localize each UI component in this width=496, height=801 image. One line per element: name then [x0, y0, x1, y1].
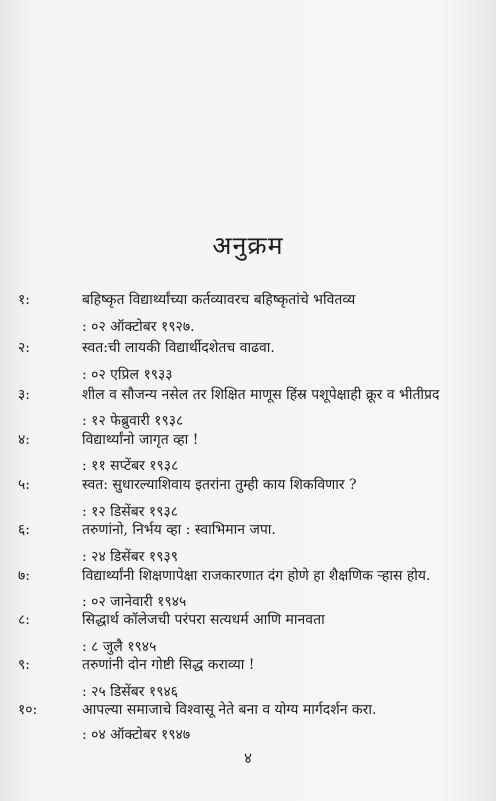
entry-date: : ०२ एप्रिल १९३३ — [82, 367, 173, 383]
entry-date: : ११ सप्टेंबर १९३८ — [82, 458, 179, 474]
entry-heading: तरुणांनी दोन गोष्टी सिद्ध कराव्या ! — [82, 657, 255, 673]
entry-date: : ०२ जानेवारी १९४५ — [82, 594, 187, 610]
entry-number: १: — [18, 292, 30, 308]
entry-date: : १२ फेब्रुवारी १९३८ — [82, 413, 184, 429]
entry-date: : ०२ ऑक्टोबर १९२७. — [82, 319, 195, 335]
page-number: ४ — [244, 749, 252, 767]
entry-heading: शील व सौजन्य नसेल तर शिक्षित माणूस हिंस्र पशूपेक्षाही क्रूर व भीतीप्रद — [82, 387, 440, 403]
entry-date: : २४ डिसेंबर १९३९ — [82, 549, 179, 565]
entry-number: ६: — [18, 522, 30, 538]
entry-number: ५: — [18, 477, 30, 493]
entry-heading: विद्यार्थ्यांनो जागृत व्हा ! — [82, 432, 199, 448]
entry-heading: स्वत: सुधारल्याशिवाय इतरांना तुम्ही काय शिकविणार ? — [82, 477, 357, 493]
entry-heading: सिद्धार्थ कॉलेजची परंपरा सत्यधर्म आणि मानवता — [82, 612, 325, 628]
entry-date: : १२ डिसेंबर १९३८ — [82, 504, 179, 520]
entry-heading: स्वत:ची लायकी विद्यार्थीदशेतच वाढवा. — [82, 340, 275, 356]
entry-number: ७: — [18, 568, 30, 584]
entry-heading: आपल्या समाजाचे विश्वासू नेते बना व योग्य मार्गदर्शन करा. — [82, 702, 377, 718]
entry-number: ४: — [18, 432, 30, 448]
entry-number: १०: — [18, 702, 38, 718]
entry-heading: विद्यार्थ्यांनी शिक्षणापेक्षा राजकारणात दंग होणे हा शैक्षणिक ऱ्हास होय. — [82, 568, 431, 584]
entry-date: : ०४ ऑक्टोबर १९४७ — [82, 727, 191, 743]
entry-date: : २५ डिसेंबर १९४६ — [82, 684, 179, 700]
entry-number: ३: — [18, 387, 30, 403]
page-title: अनुक्रम — [212, 231, 284, 260]
entry-date: : ८ जुलै १९४५ — [82, 639, 157, 655]
entry-heading: बहिष्कृत विद्यार्थ्यांच्या कर्तव्यावरच बहिष्कृतांचे भवितव्य — [82, 292, 356, 308]
entry-number: २: — [18, 340, 30, 356]
entry-number: ९: — [18, 657, 30, 673]
entry-heading: तरुणांनो, निर्भय व्हा : स्वाभिमान जपा. — [82, 522, 276, 538]
entry-number: ८: — [18, 612, 30, 628]
